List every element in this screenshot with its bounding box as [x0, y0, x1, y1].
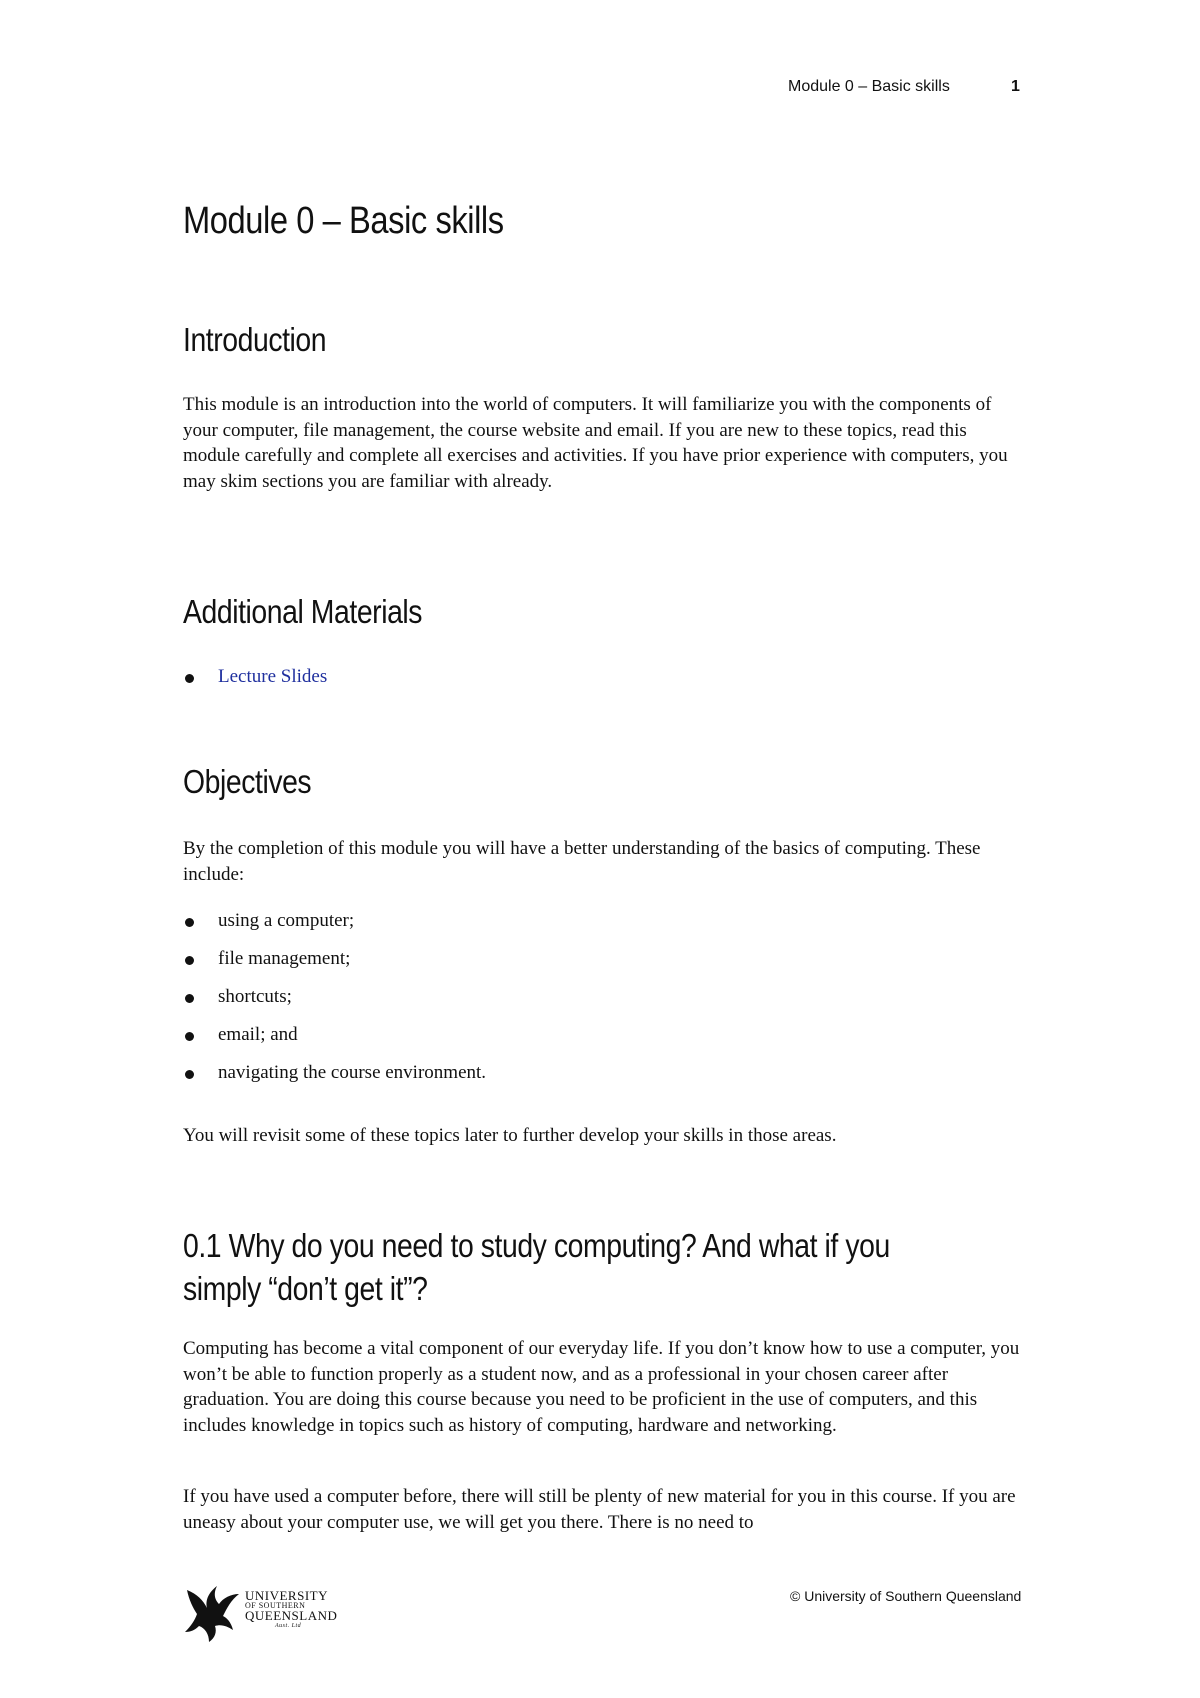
additional-materials-list	[183, 666, 1023, 704]
copyright-notice: © University of Southern Queensland	[790, 1588, 1022, 1604]
document-title: Module 0 – Basic skills	[183, 200, 504, 242]
list-item	[183, 666, 1023, 704]
list-item: email; and	[183, 1024, 1023, 1062]
list-item: navigating the course environment.	[183, 1062, 1023, 1100]
objectives-list	[183, 910, 1023, 1100]
logo-wordmark: UNIVERSITY OF SOUTHERN QUEENSLAND Aust. Ltd	[245, 1588, 338, 1629]
heading-introduction: Introduction	[183, 321, 327, 358]
list-item: shortcuts;	[183, 986, 1023, 1024]
section-0-1-paragraph-2: If you have used a computer before, there will still be plenty of new material for you in this course. If you are uneasy about your computer use, we will get you there. There is no need to	[183, 1486, 1016, 1533]
objectives-outro: You will revisit some of these topics later to further develop your skills in those areas.	[183, 1125, 837, 1146]
objectives-intro: By the completion of this module you will have a better understanding of the basics of computing. These include:	[183, 838, 981, 885]
section-0-1-paragraph-1: Computing has become a vital component of our everyday life. If you don’t know how to use a computer, you won’t be able to function properly as a student now, and as a professional in your chosen career after graduation. You are doing this course because you need to be proficient in the use of computers, and this includes knowledge in topics such as history of computing, hardware and networking.	[183, 1338, 1020, 1436]
lecture-slides-link[interactable]: Lecture Slides	[218, 666, 328, 687]
phoenix-icon	[183, 1582, 243, 1642]
list-item: file management;	[183, 948, 1023, 986]
introduction-paragraph: This module is an introduction into the world of computers. It will familiarize you with the components of your computer, file management, the course website and email. If you are new to these topics, read this module carefully and complete all exercises and activities. If you have prior experience with computers, you may skim sections you are familiar with already.	[183, 394, 1008, 492]
heading-section-0-1: 0.1 Why do you need to study computing? And what if you simply “don’t get it”?	[183, 1227, 890, 1307]
university-logo	[183, 1582, 343, 1652]
running-header-title: Module 0 – Basic skills	[788, 78, 950, 95]
list-item: using a computer;	[183, 910, 1023, 948]
heading-additional-materials: Additional Materials	[183, 593, 423, 630]
heading-objectives: Objectives	[183, 763, 312, 800]
page-number: 1	[1011, 78, 1020, 95]
